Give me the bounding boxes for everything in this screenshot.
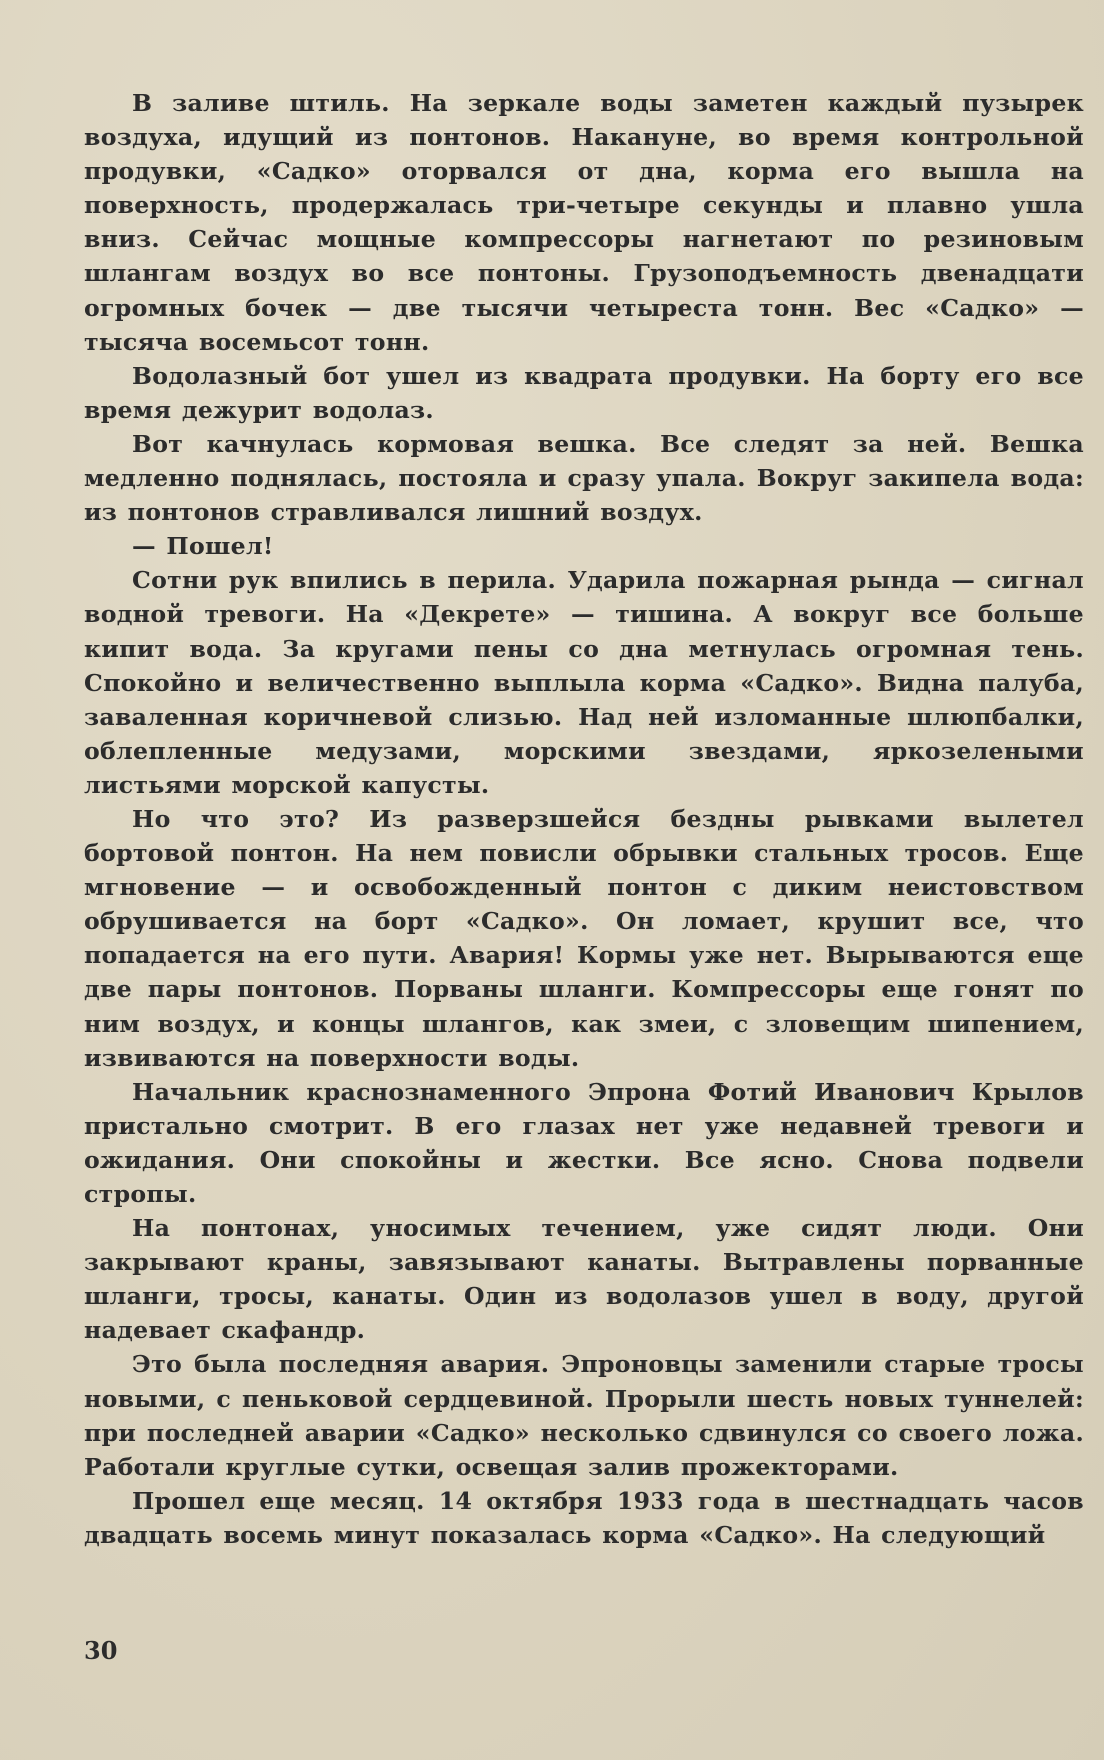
paragraph: Начальник краснознаменного Эпрона Фотий Иванович Крылов пристально смотрит. В его глазах нет уже недавней тревоги и ожидания. Они спокойны и жестки. Все ясно. Снова подвели стропы.: [84, 1077, 1084, 1208]
paragraph: Но что это? Из разверзшейся бездны рывками вылетел бортовой понтон. На нем повисли обрывки стальных тросов. Еще мгновение — и освобожденный понтон с диким неистовством обрушивается на борт «Садко». Он ломает, крушит все, что попадается на его пути. Авария! Кормы уже нет. Вырываются еще две пары понтонов. Порваны шланги. Компрессоры еще гонят по ним воздух, и концы шлангов, как змеи, с зловещим шипением, извиваются на поверхности воды.: [84, 804, 1084, 1072]
paragraph: Сотни рук впились в перила. Ударила пожарная рында — сигнал водной тревоги. На «Декрете» — тишина. А вокруг все больше кипит вода. За кругами пены со дна метнулась огромная тень. Спокойно и величественно выплыла корма «Садко». Видна палуба, заваленная коричневой слизью. Над ней изломанные шлюпбалки, облепленные медузами, морскими звездами, яркозелеными листьями морской капусты.: [84, 566, 1084, 799]
paragraph: В заливе штиль. На зеркале воды заметен каждый пузырек воздуха, идущий из понтонов. Накануне, во время контрольной продувки, «Садко» оторвался от дна, корма его вышла на поверхность, продержалась три-четыре секунды и плавно ушла вниз. Сейчас мощные компрессоры нагнетают по резиновым шлангам воздух во все понтоны. Грузоподъемность двенадцати огромных бочек — две тысячи четыреста тонн. Вес «Садко» — тысяча восемьсот тонн.: [84, 89, 1084, 356]
paragraph: Это была последняя авария. Эпроновцы заменили старые тросы новыми, с пеньковой сердцевиной. Прорыли шесть новых туннелей: при последней аварии «Садко» несколько сдвинулся со своего ложа. Работали круглые сутки, освещая залив прожекторами.: [84, 1350, 1084, 1481]
paragraph: На понтонах, уносимых течением, уже сидят люди. Они закрывают краны, завязывают канаты. Вытравлены порванные шланги, тросы, канаты. Один из водолазов ушел в воду, другой надевает скафандр.: [84, 1214, 1084, 1345]
paragraph: Прошел еще месяц. 14 октября 1933 года в шестнадцать часов двадцать восемь минут показалась корма «Садко». На следующий: [84, 1486, 1084, 1549]
paragraph: — Пошел!: [132, 532, 274, 561]
paragraph: Водолазный бот ушел из квадрата продувки. На борту его все время дежурит водолаз.: [84, 361, 1084, 424]
page-text: [84, 86, 1084, 1552]
page-number: 30: [84, 1636, 118, 1665]
paragraph: Вот качнулась кормовая вешка. Все следят за ней. Вешка медленно поднялась, постояла и сразу упала. Вокруг закипела вода: из понтонов стравливался лишний воздух.: [84, 429, 1084, 527]
